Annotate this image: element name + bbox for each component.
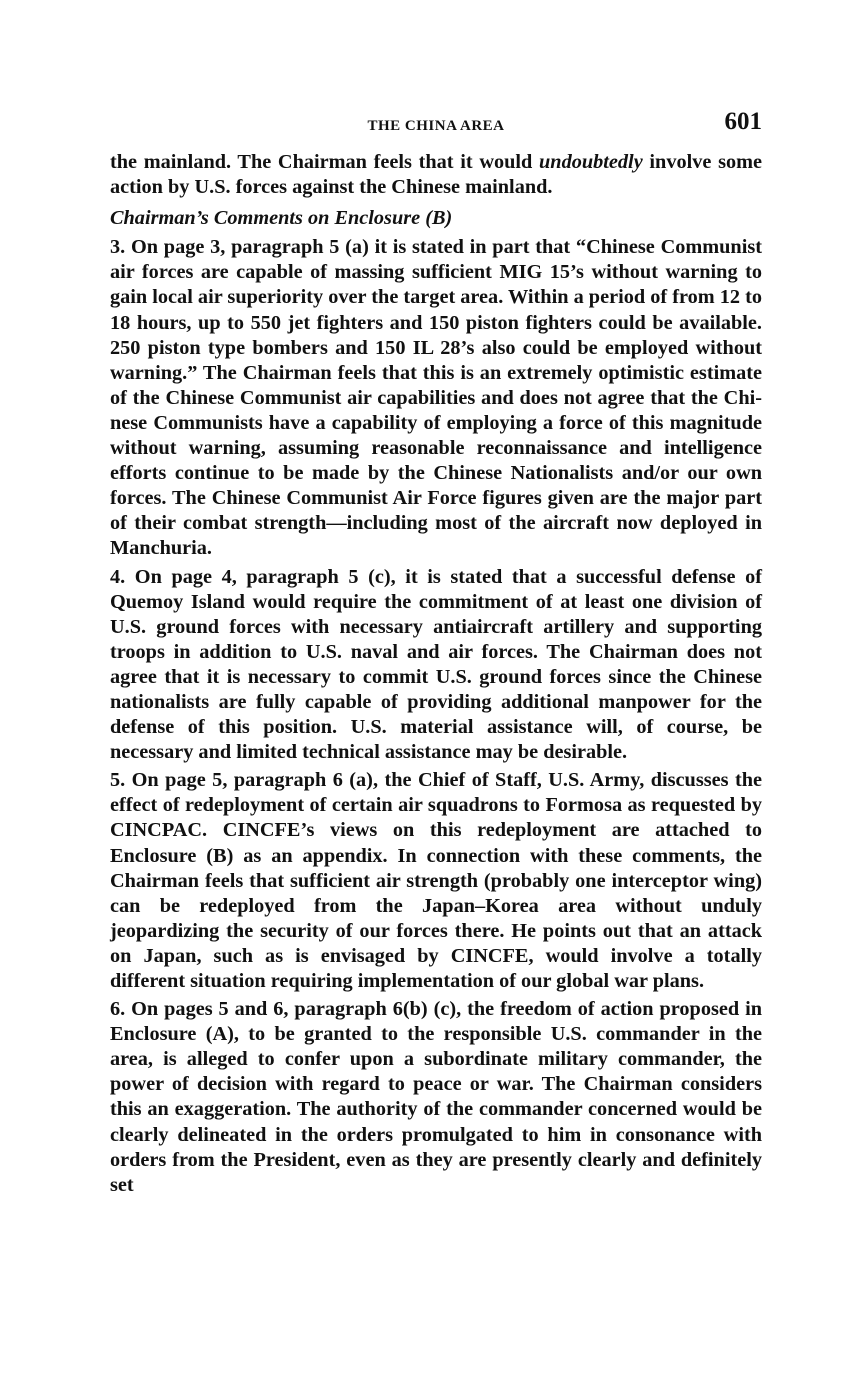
paragraph-5: 5. On page 5, paragraph 6 (a), the Chief of Staff, U.S. Army, discusses the effect of redeployment of certain air squadrons to Formosa as requested by CINCPAC. CINCFE’s views on this redeployment are attached to Enclosure (B) as an appendix. In connection with these comments, the Chairman feels that sufficient air strength (probably one interceptor wing) can be redeployed from the Japan–Korea area without unduly jeopardizing the security of our forces there. He points out that an attack on Japan, such as is envisaged by CINCFE, would involve a totally different situation requiring implementation of our global war plans. — [110, 769, 762, 992]
paragraph-text: the mainland. The Chairman feels that it would — [110, 151, 540, 173]
paragraph-3: 3. On page 3, paragraph 5 (a) it is stated in part that “Chinese Communist air forces are capable of massing sufficient MIG 15’s without warning to gain local air superiority over the target area. Within a period of from 12 to 18 hours, up to 550 jet fighters and 150 piston fighters could be available. 250 piston type bombers and 150 IL 28’s also could be employed without warning.” The Chairman feels that this is an extremely optimistic estimate of the Chinese Communist air capabilities and does not agree that the Chinese Communists have a capability of employing a force of this magnitude without warning, assuming reasonable reconnaissance and intelligence efforts continue to be made by the Chinese Nationalists and/or our own forces. The Chinese Communist Air Force figures given are the major part of their combat strength—including most of the aircraft now deployed in Manchuria. — [110, 236, 762, 560]
section-heading: Chairman’s Comments on Enclosure (B) — [110, 207, 453, 230]
paragraph-text: involve some action by U.S. forces against the Chinese mainland. — [110, 151, 762, 199]
page-number: 601 — [724, 108, 762, 135]
running-head: THE CHINA AREA — [367, 118, 505, 134]
paragraph-continuation — [110, 150, 762, 200]
emphasis-text: undoubtedly — [539, 151, 643, 173]
page-header — [110, 108, 762, 144]
paragraph-6: 6. On pages 5 and 6, paragraph 6(b) (c), the freedom of action proposed in Enclosure (A), to be granted to the responsible U.S. commander in the area, is alleged to confer upon a subordinate military commander, the power of decision with regard to peace or war. The Chairman considers this an exaggeration. The authority of the commander concerned would be clearly delineated in the orders promulgated to him in consonance with orders from the President, even as they are presently clearly and definitely set — [110, 998, 762, 1196]
paragraph-4: 4. On page 4, paragraph 5 (c), it is stated that a successful defense of Quemoy Island would require the commitment of at least one division of U.S. ground forces with necessary antiaircraft artillery and supporting troops in addition to U.S. naval and air forces. The Chairman does not agree that it is necessary to commit U.S. ground forces since the Chinese nationalists are fully capable of providing additional manpower for the defense of this position. U.S. material assistance will, of course, be necessary and limited technical assistance may be desirable. — [110, 565, 762, 764]
body-text — [110, 150, 762, 1201]
